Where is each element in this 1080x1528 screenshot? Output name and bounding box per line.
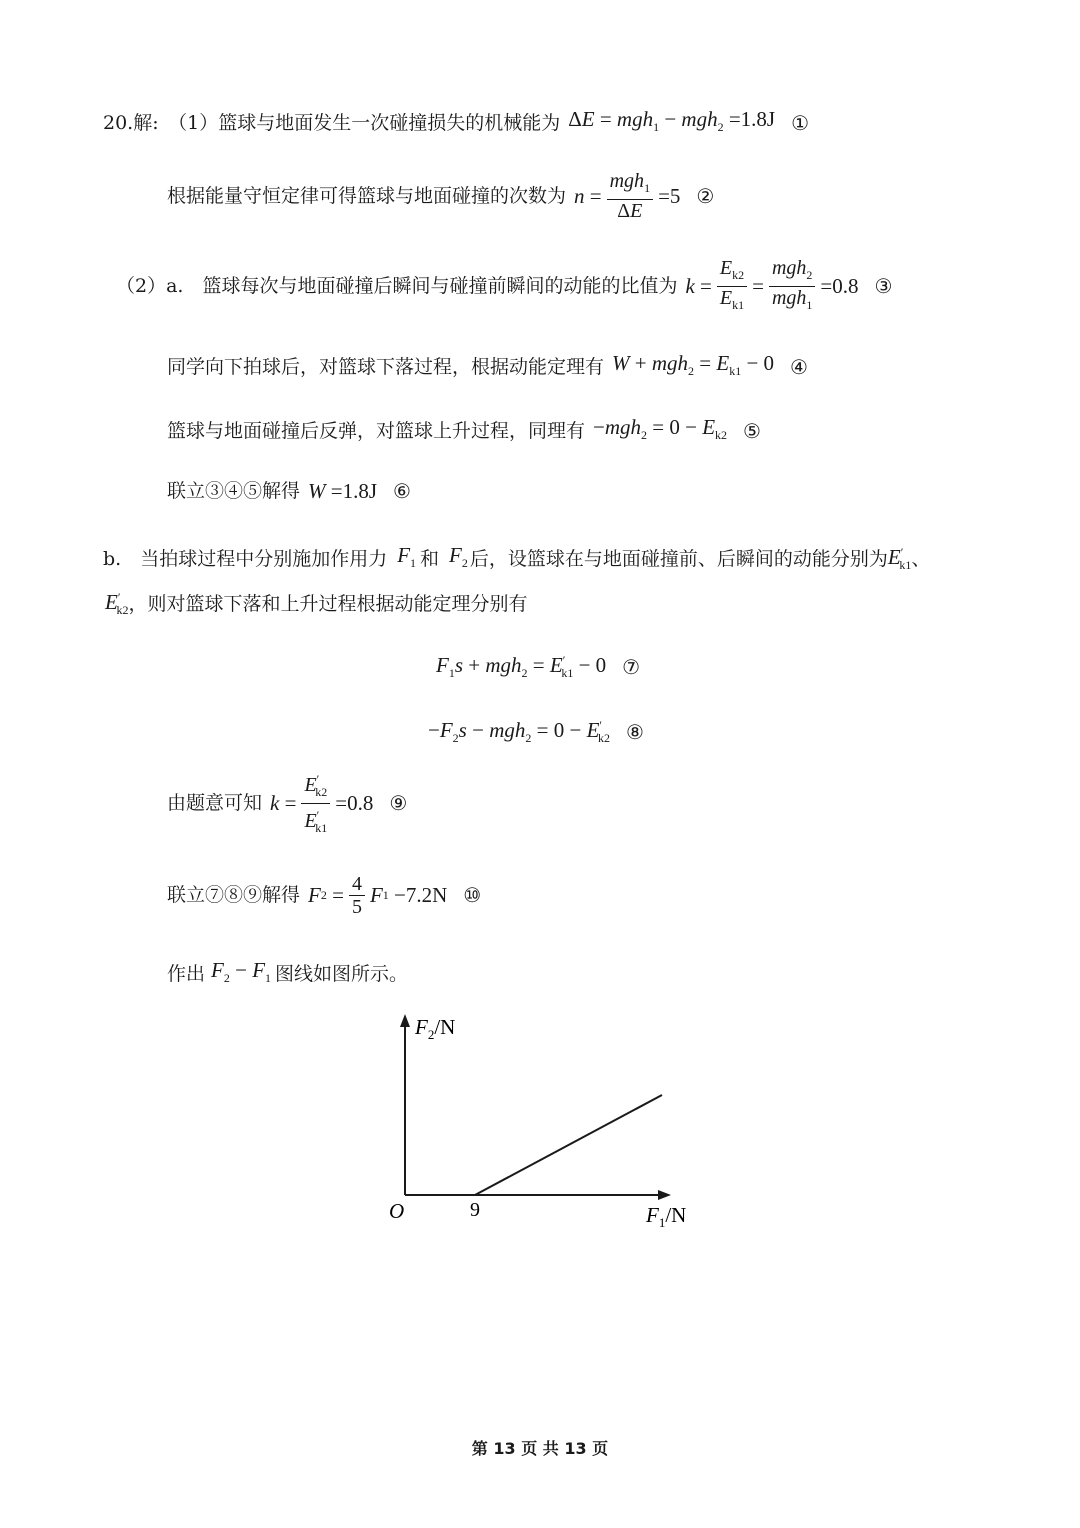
text: 联立③④⑤解得 — [167, 480, 301, 502]
text: 由题意可知 — [167, 792, 263, 814]
equation-mark: ① — [791, 111, 810, 135]
equation-mark: ⑩ — [463, 883, 482, 907]
x-tick-label: 9 — [470, 1199, 480, 1221]
y-axis-label: $F_2/N$ — [415, 1015, 456, 1042]
text: （2）a. 篮球每次与地面碰撞后瞬间与碰撞前瞬间的动能的比值为 — [116, 275, 678, 297]
line-8: $E'_{k2}$ ，则对篮球下落和上升过程根据动能定理分别有 — [105, 590, 528, 617]
page-footer: 第 13 页 共 13 页 — [471, 1439, 609, 1458]
equation-mark: ③ — [874, 274, 893, 298]
line-4 — [167, 350, 808, 384]
line-12 — [167, 866, 481, 924]
ascent-formula: $-F_2s - mgh_2 = 0 - E'_{k2}$ — [428, 718, 611, 745]
line-1 — [103, 106, 809, 140]
text: 后，设篮球在与地面碰撞前、后瞬间的动能分别为 — [469, 547, 888, 570]
equation-mark: ⑦ — [622, 654, 641, 679]
line-9 — [436, 647, 640, 686]
equation-mark: ② — [696, 184, 715, 208]
text: 作出 — [167, 963, 206, 985]
rebound-formula: $-mgh_2 = 0 - E_{k2}$ — [593, 415, 728, 442]
f2-f1-graph — [380, 1010, 720, 1240]
ratio-formula: k = $\frac{E'_{k2}}{E'_{k1}}$ =0.8 — [270, 771, 374, 835]
equation-mark: ⑨ — [389, 791, 408, 815]
line-2 — [167, 168, 714, 224]
equation-mark: ⑧ — [626, 719, 644, 744]
line-10 — [428, 712, 644, 751]
x-axis-label: $F_1/N$ — [646, 1203, 687, 1230]
solution-heading: 20.解: （1）篮球与地面发生一次碰撞损失的机械能为 — [103, 112, 561, 134]
equation-mark: ⑤ — [743, 419, 761, 443]
text: ，则对篮球下落和上升过程根据动能定理分别有 — [128, 592, 528, 615]
text: 篮球与地面碰撞后反弹，对篮球上升过程，同理有 — [167, 420, 586, 442]
descent-formula: $F_1s + mgh_2 = E'_{k1} - 0$ — [436, 653, 607, 680]
text: 和 — [420, 547, 440, 570]
line-13: 作出 $F_2 - F_1$ 图线如图所示。 — [167, 958, 409, 985]
text: 根据能量守恒定律可得篮球与地面碰撞的次数为 — [167, 185, 567, 207]
work-result: W =1.8J — [308, 479, 378, 503]
line-11 — [167, 771, 408, 835]
line-3 — [116, 257, 892, 315]
text: b. 当拍球过程中分别施加作用力 — [103, 547, 388, 570]
origin-label: O — [389, 1199, 405, 1223]
work-energy-formula: $W + mgh_2 = E_{k1} - 0$ — [612, 351, 775, 378]
equation-mark: ④ — [790, 355, 808, 379]
line-7: b. 当拍球过程中分别施加作用力 $F_1$ 和 $F_2$ 后，设篮球在与地面碰撞前、后瞬间的动能分别为 $E'_{k1}$ 、 — [103, 542, 931, 572]
line-6 — [167, 478, 411, 504]
text: 图线如图所示。 — [275, 963, 409, 985]
text: 联立⑦⑧⑨解得 — [167, 884, 301, 906]
equation-mark: ⑥ — [393, 479, 411, 503]
energy-ratio-formula: k = $\frac{E_{k2}}{E_{k1}}$ = $\frac{mgh_2}{mgh_1}$ =0.8 — [685, 256, 859, 312]
text: 、 — [911, 547, 931, 570]
collision-count-formula: n = $\frac{mgh_1}{\Delta E}$ =5 — [574, 170, 681, 222]
energy-loss-formula: ΔE = mgh$_1$ − mgh$_2$ =1.8J — [568, 107, 776, 134]
x-axis-arrow — [658, 1190, 671, 1200]
text: 同学向下拍球后，对篮球下落过程，根据动能定理有 — [167, 356, 605, 378]
f2-f1-line — [475, 1095, 662, 1195]
line-5 — [167, 414, 761, 448]
y-axis-arrow — [400, 1014, 410, 1027]
f2-result-formula: F 2 = $\frac{4}{5}$ F 1 −7.2N — [308, 872, 448, 918]
